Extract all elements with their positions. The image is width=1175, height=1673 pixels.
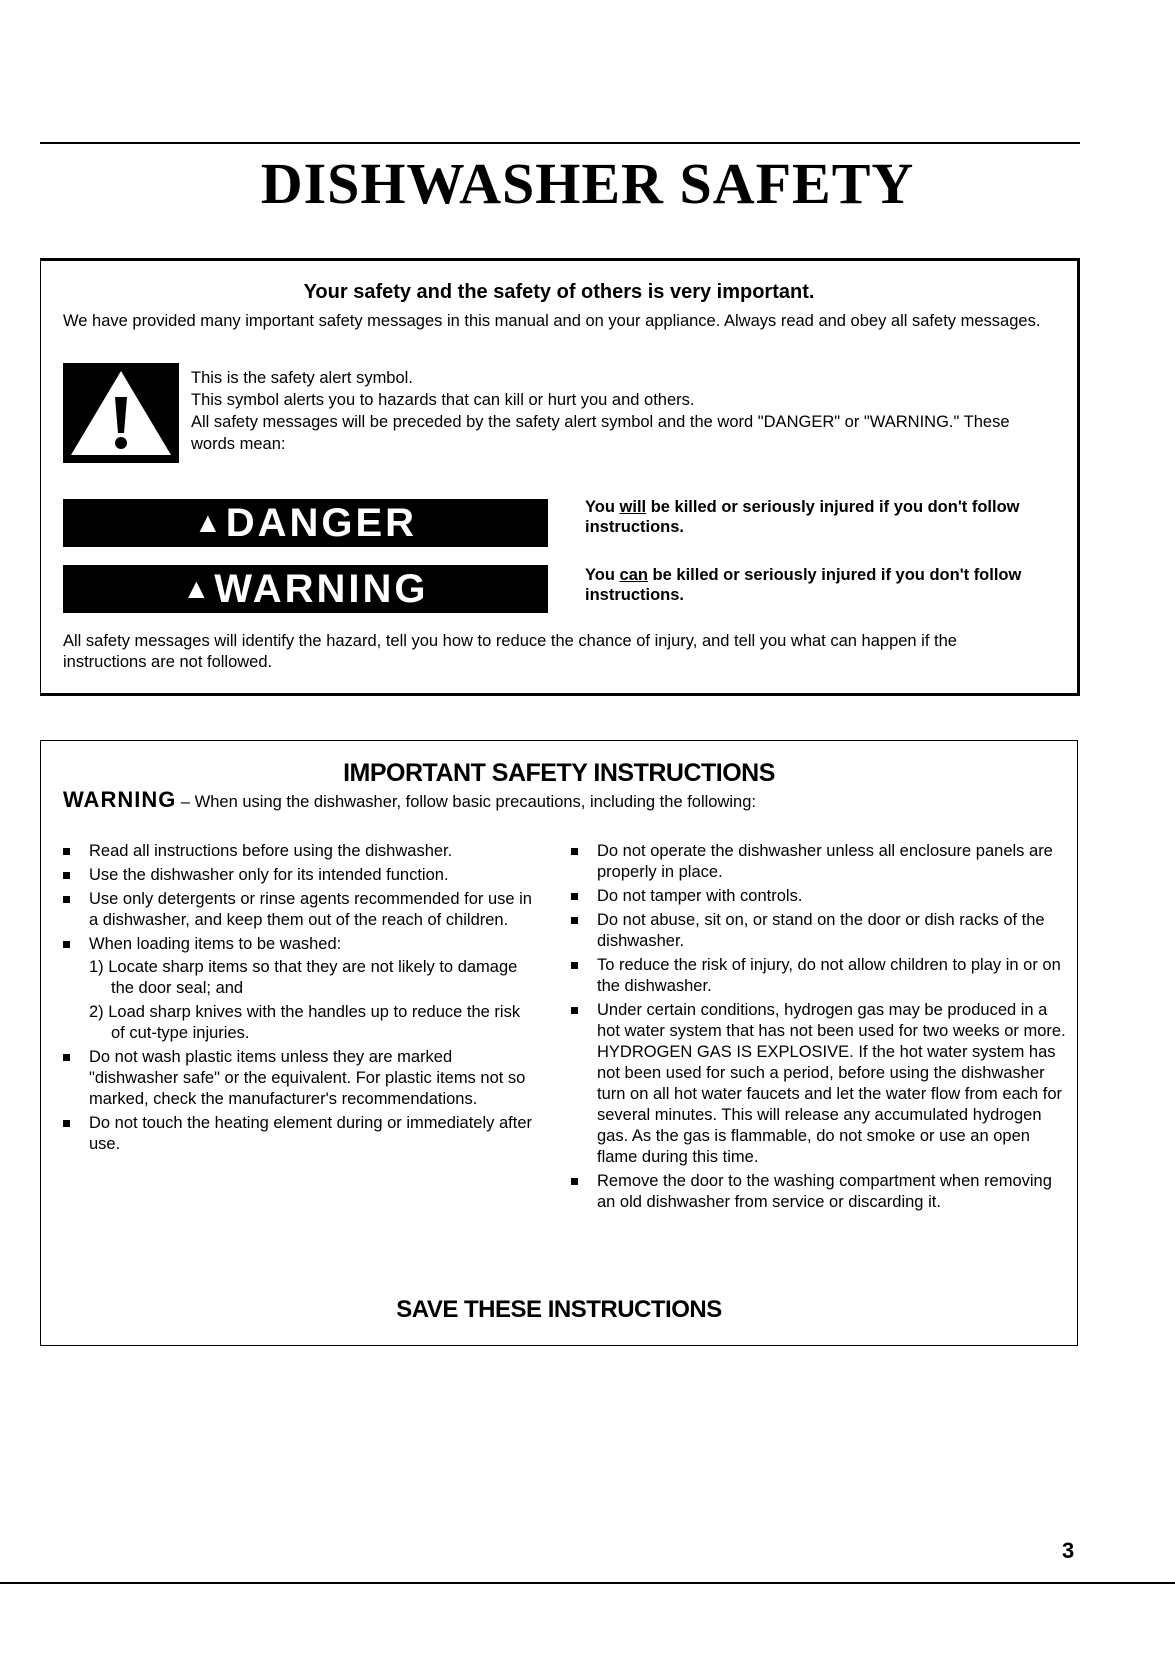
list-item: Do not operate the dishwasher unless all enclosure panels are properly in place. [571,841,1066,883]
safety-message-box [40,258,1080,696]
list-item: Read all instructions before using the dishwasher. [63,841,533,862]
alert-symbol-explanation [191,367,1017,455]
list-item: Do not tamper with controls. [571,886,1066,907]
danger-label: DANGER [225,500,418,545]
safety-footer: All safety messages will identify the hazard, tell you how to reduce the chance of injury, and tell you what can happen if the instructions are not followed. [63,632,957,671]
warning-label: WARNING [214,566,429,611]
list-item: When loading items to be washed: 1) Locate sharp items so that they are not likely to damage the door seal; and 2) Load sharp knives with the handles up to reduce the risk of cut-type injuries. [63,934,533,1044]
alert-line: All safety messages will be preceded by the safety alert symbol and the word "DANGER" or "WARNING." These words mean: [191,413,1010,453]
danger-signal-bar [63,499,548,547]
warning-word: WARNING [63,787,177,812]
instructions-warning: WARNING – When using the dishwasher, follow basic precautions, including the following: [63,787,756,812]
page-number: 3 [1062,1538,1075,1563]
alert-line: This symbol alerts you to hazards that can kill or hurt you and others. [191,391,695,409]
page-title: DISHWASHER SAFETY [260,151,915,216]
list-item: To reduce the risk of injury, do not allow children to play in or on the dishwasher. [571,955,1066,997]
danger-emphasis: will [619,498,647,516]
important-instructions-box [40,740,1078,1346]
bottom-rule [0,1582,1175,1584]
warning-emphasis: can [619,566,648,584]
instructions-left-column [63,841,533,1158]
danger-meaning: You will be killed or seriously injured if you don't follow instructions. [585,498,1020,536]
list-item: Use the dishwasher only for its intended function. [63,865,533,886]
safety-intro: We have provided many important safety messages in this manual and on your appliance. Always read and obey all safety messages. [63,312,1041,330]
instructions-heading: IMPORTANT SAFETY INSTRUCTIONS [343,759,775,787]
list-item: Do not wash plastic items unless they are marked "dishwasher safe" or the equivalent. For plastic items not so marked, check the manufacturer's recommendations. [63,1047,533,1110]
alert-line: This is the safety alert symbol. [191,369,413,387]
list-item: Use only detergents or rinse agents recommended for use in a dishwasher, and keep them out of the reach of children. [63,889,533,931]
sub-item: 1) Locate sharp items so that they are not likely to damage the door seal; and [89,958,518,997]
save-instructions: SAVE THESE INSTRUCTIONS [396,1296,722,1323]
list-item: Remove the door to the washing compartment when removing an old dishwasher from service or discarding it. [571,1171,1066,1213]
safety-heading: Your safety and the safety of others is very important. [303,281,815,303]
instructions-right-column [571,841,1066,1216]
warning-triangle-icon: ▲ [193,507,222,538]
warning-meaning: You can be killed or seriously injured if you don't follow instructions. [585,566,1022,604]
loading-sublist [89,957,533,1044]
top-rule [40,142,1080,144]
sub-item: 2) Load sharp knives with the handles up to reduce the risk of cut-type injuries. [89,1003,521,1042]
warning-triangle-icon: ▲ [182,573,211,604]
list-item: Do not touch the heating element during or immediately after use. [63,1113,533,1155]
warning-signal-bar [63,565,548,613]
list-item: Do not abuse, sit on, or stand on the door or dish racks of the dishwasher. [571,910,1066,952]
list-item: Under certain conditions, hydrogen gas may be produced in a hot water system that has not been used for two weeks or more. HYDROGEN GAS IS EXPLOSIVE. If the hot water system has not been used for such a period, before using the dishwasher turn on all hot water faucets and let the water flow from each for several minutes. This will release any accumulated hydrogen gas. As the gas is flammable, do not smoke or use an open flame during this time. [571,1000,1066,1168]
safety-alert-icon [63,363,179,463]
